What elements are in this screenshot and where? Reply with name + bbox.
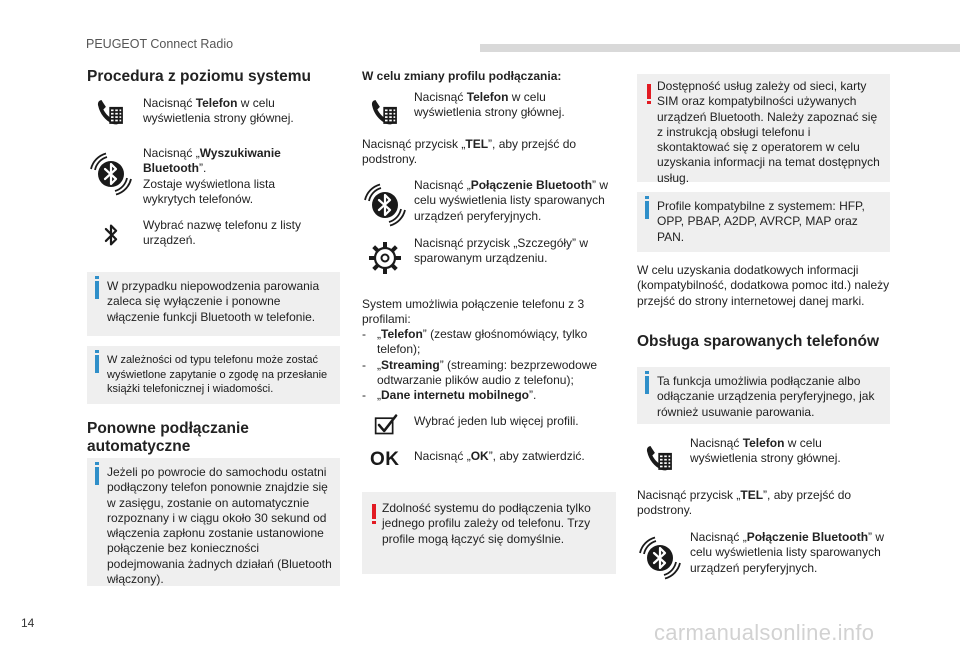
header-title: PEUGEOT Connect Radio (86, 37, 234, 51)
info-marker-icon (95, 467, 99, 485)
left-step-3: Wybrać nazwę telefonu z listy urządzeń. (143, 218, 301, 248)
left-step-1: Nacisnąć Telefon w celu wyświetlenia strony głównej. (143, 96, 294, 126)
middle-step-4: Wybrać jeden lub więcej profili. (414, 414, 579, 428)
profiles-intro: System umożliwia połączenie telefonu z 3 profilami: (362, 297, 585, 327)
warning-note-profiles: Zdolność systemu do podłączenia tylko jednego profilu zależy od telefonu. Trzy profile mogą łączyć się domyślnie. (362, 492, 616, 574)
middle-step-5: Nacisnąć „OK”, aby zatwierdzić. (414, 449, 585, 463)
warning-note-availability: Dostępność usług zależy od sieci, karty SIM oraz kompatybilności używanych urządzeń Bluetooth. Należy zapoznać się z instrukcją obsługi telefonu i skontaktować się z operatorem w celu uzyskania informacji na temat dostępnych usług. (637, 74, 890, 182)
middle-step-1: Nacisnąć Telefon w celu wyświetlenia strony głównej. (414, 90, 565, 120)
phone-icon (643, 441, 677, 475)
middle-heading: W celu zmiany profilu podłączania: (362, 69, 562, 83)
bluetooth-search-icon (89, 152, 133, 196)
warning-marker-icon (647, 84, 651, 99)
section-heading-paired-phones: Obsługa sparowanych telefonów (637, 333, 880, 350)
info-note-profiles: Profile kompatybilne z systemem: HFP, OPP, PBAP, A2DP, AVRCP, MAP oraz PAN. (637, 192, 890, 252)
middle-step-2: Nacisnąć „Połączenie Bluetooth” w celu wyświetlenia listy sparowanych urządzeń peryferyjnych. (414, 178, 609, 223)
info-marker-icon (645, 201, 649, 219)
checkbox-icon (368, 408, 402, 442)
info-marker-icon (645, 376, 649, 394)
info-note-phonebook-consent: W zależności od typu telefonu może zostać wyświetlone zapytanie o zgodę na przesłanie książki telefonicznej i wiadomości. (87, 346, 340, 404)
right-more-info: W celu uzyskania dodatkowych informacji (kompatybilność, dodatkowa pomoc itd.) należy przejść do strony internetowej danej marki. (637, 263, 890, 308)
warning-marker-icon (372, 504, 376, 519)
info-note-pairing-failure: W przypadku niepowodzenia parowania zaleca się wyłączenie i ponowne włączenie funkcji Bluetooth w telefonie. (87, 272, 340, 336)
info-note-manage-pairing: Ta funkcja umożliwia podłączanie albo odłączanie urządzenia peryferyjnego, jak również usuwanie parowania. (637, 367, 890, 424)
profile-item: - „Dane internetu mobilnego”. (362, 388, 537, 403)
gear-icon (365, 238, 405, 278)
info-marker-icon (95, 281, 99, 299)
middle-step-3: Nacisnąć przycisk „Szczegóły” w sparowanym urządzeniu. (414, 236, 589, 266)
watermark: carmanualsonline.info (654, 620, 875, 645)
profile-item: - „Telefon” (zestaw głośnomówiący, tylko telefon); (362, 327, 588, 357)
bluetooth-search-icon (363, 183, 407, 227)
left-step-2: Nacisnąć „Wyszukiwanie Bluetooth”. Zostaje wyświetlona lista wykrytych telefonów. (143, 146, 281, 206)
header-bar (480, 44, 960, 52)
right-step-1: Nacisnąć Telefon w celu wyświetlenia strony głównej. (690, 436, 841, 466)
middle-tel-line: Nacisnąć przycisk „TEL”, aby przejść do podstrony. (362, 137, 577, 167)
right-step-2: Nacisnąć „Połączenie Bluetooth” w celu wyświetlenia listy sparowanych urządzeń peryferyjnych. (690, 530, 885, 575)
section-heading-auto-reconnect: Ponowne podłączanie automatyczne (87, 420, 249, 455)
section-heading-system-procedure: Procedura z poziomu systemu (87, 68, 311, 85)
info-note-auto-reconnect: Jeżeli po powrocie do samochodu ostatni podłączony telefon ponownie znajdzie się w zasięgu, zostanie on automatycznie rozpoznany i w ciągu około 30 sekund od włączenia zapłonu zostanie ustanowione połączenie bez konieczności podejmowania żadnych działań (Bluetooth włączony). (87, 458, 340, 586)
info-marker-icon (95, 355, 99, 373)
phone-icon (368, 95, 402, 129)
right-tel-line: Nacisnąć przycisk „TEL”, aby przejść do podstrony. (637, 488, 852, 518)
profile-item: - „Streaming” (streaming: bezprzewodowe odtwarzanie plików audio z telefonu); (362, 357, 598, 387)
ok-icon: OK (370, 449, 400, 470)
phone-icon (94, 95, 128, 129)
bluetooth-icon (94, 218, 128, 252)
profile-list (362, 327, 612, 403)
bluetooth-search-icon (638, 536, 682, 580)
page-number: 14 (21, 616, 35, 630)
